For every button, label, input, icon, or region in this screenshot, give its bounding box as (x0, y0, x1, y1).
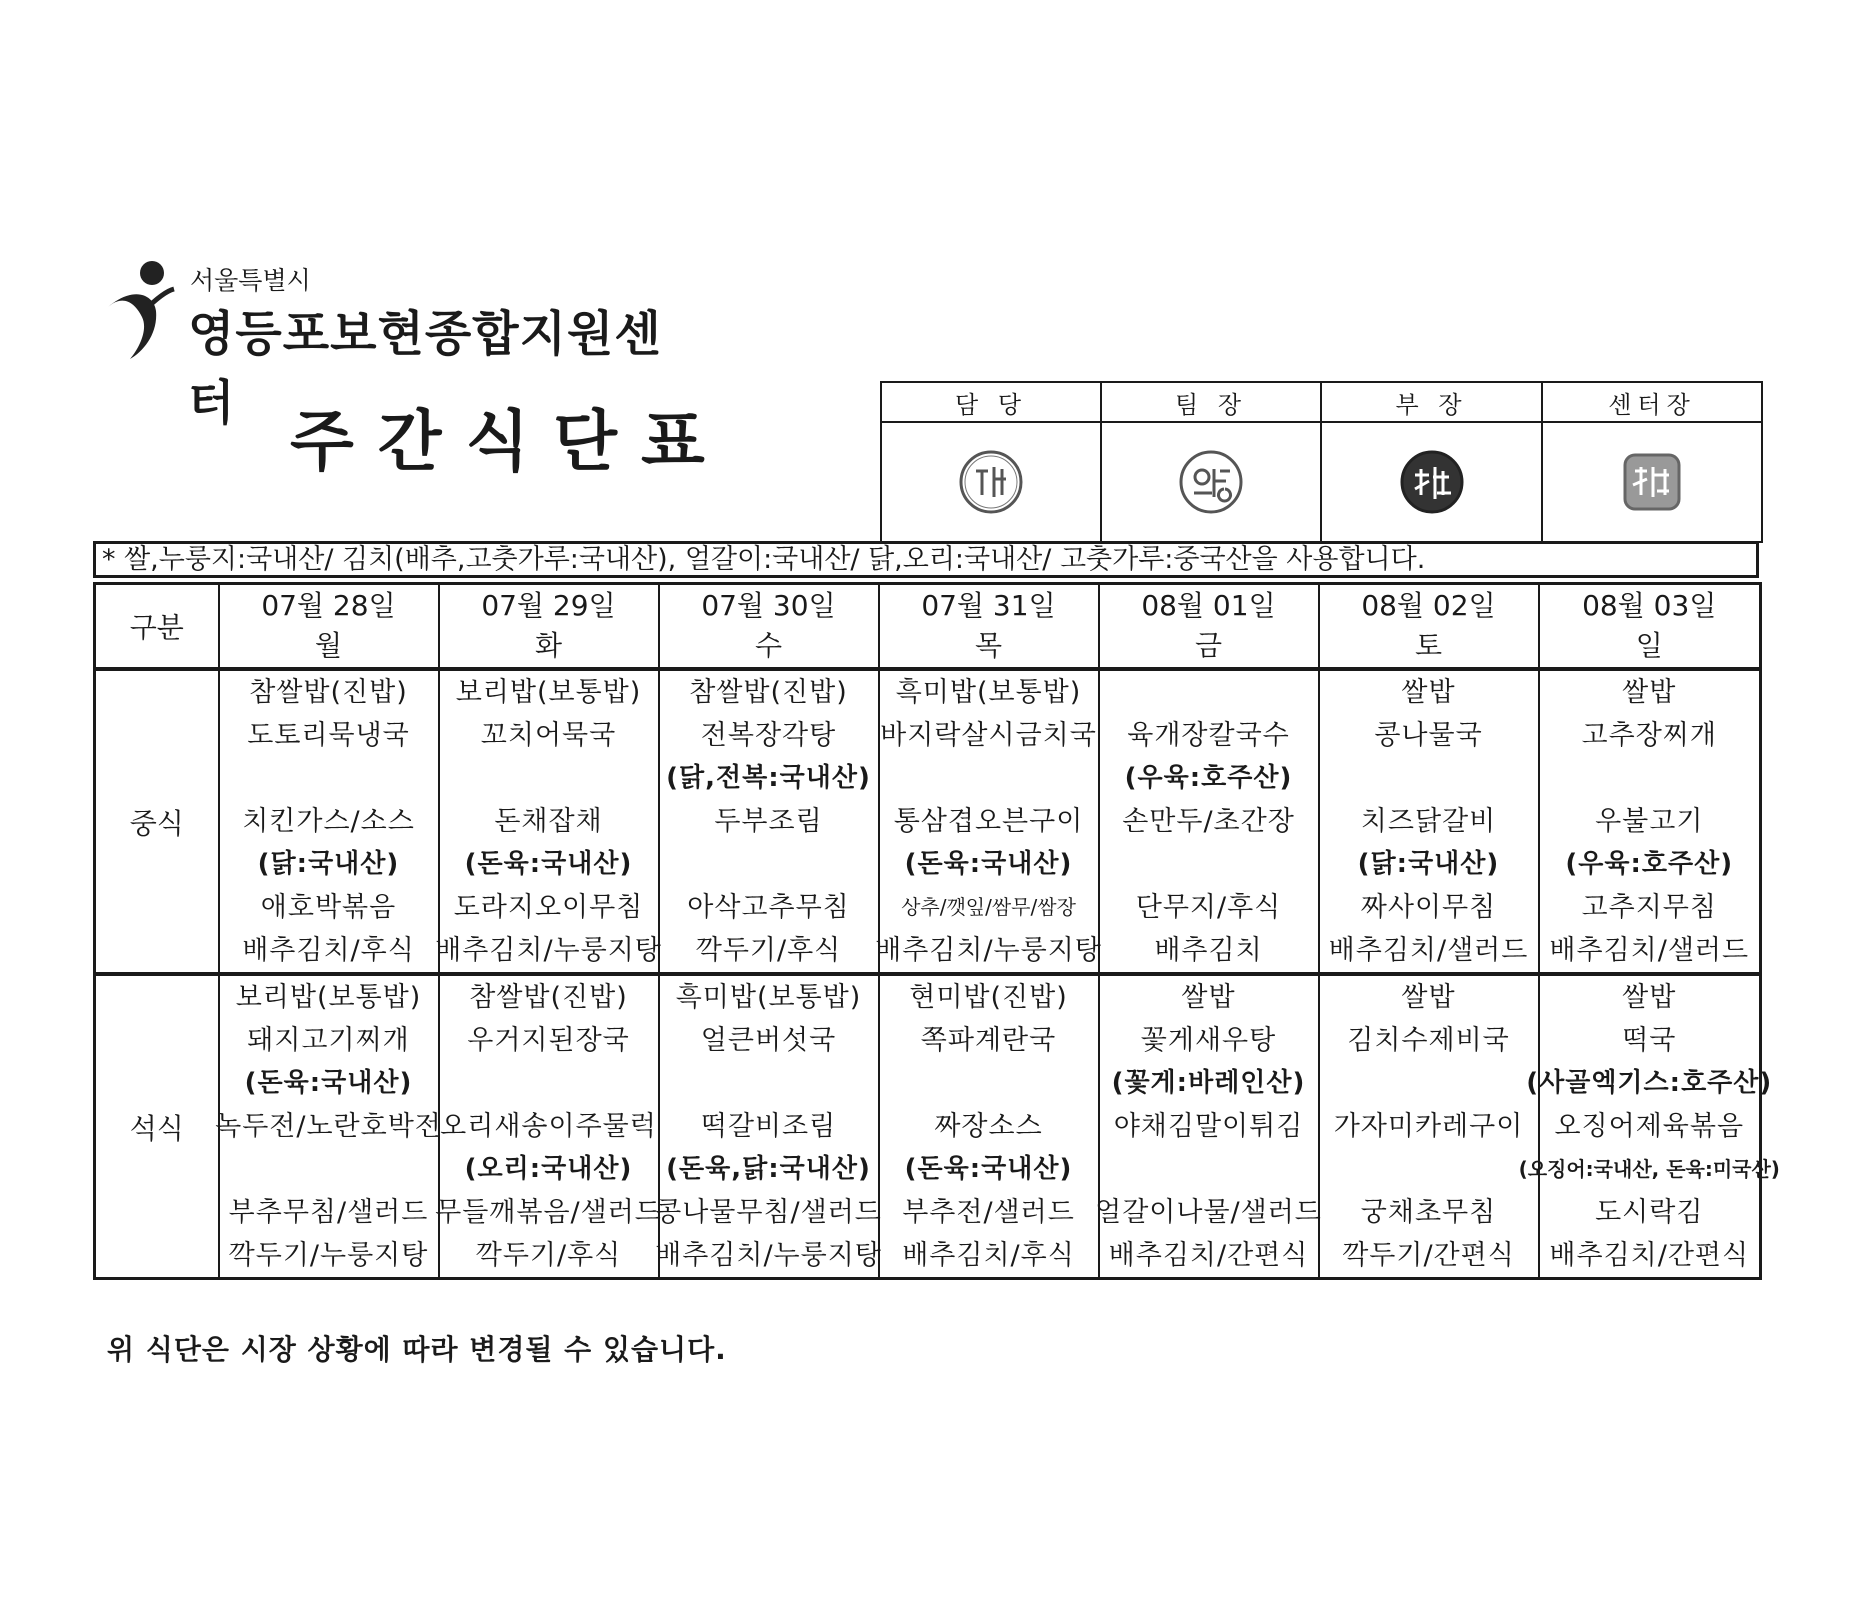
menu-item-list (220, 671, 438, 972)
page-title: 주간식단표 (290, 403, 729, 480)
dinner-cell (655, 974, 882, 1279)
origin-note: (오리:국내산) (464, 1154, 633, 1184)
origin-note: (사골엑기스:호주산) (1526, 1068, 1773, 1098)
menu-item: 배추김치/간편식 (1549, 1240, 1750, 1271)
menu-item: 얼갈이나물/샐러드 (1095, 1197, 1322, 1228)
menu-item: 꼬치어묵국 (480, 720, 617, 751)
origin-note: (우육:호주산) (1565, 849, 1734, 879)
origin-note: (닭:국내산) (1357, 849, 1500, 879)
menu-item: 배추김치/누룽지탕 (435, 935, 662, 966)
menu-item-list (435, 671, 662, 972)
menu-item: 부추무침/샐러드 (228, 1197, 429, 1228)
menu-item-list (660, 671, 878, 972)
day-date: 07월 28일 (261, 589, 396, 622)
day-header-thu (879, 584, 1099, 670)
menu-item: 돼지고기찌개 (247, 1025, 410, 1056)
menu-item-list (875, 671, 1102, 972)
menu-item: 우불고기 (1595, 806, 1704, 837)
menu-item-list (1540, 671, 1760, 972)
menu-item: 짜장소스 (934, 1111, 1043, 1142)
day-weekday: 월 (314, 629, 343, 662)
origin-note: (닭:국내산) (257, 849, 400, 879)
menu-item: 배추김치/누룽지탕 (655, 1240, 882, 1271)
approval-label-director: 센터장 (1542, 382, 1762, 422)
seal-stamp-icon (958, 449, 1024, 515)
menu-item-list (215, 976, 442, 1277)
menu-item: 전복장각탕 (700, 720, 837, 751)
seal-stamp-icon (1399, 449, 1465, 515)
menu-item: 콩나물무침/샐러드 (655, 1197, 882, 1228)
day-date: 08월 01일 (1141, 589, 1276, 622)
footer-note: 위 식단은 시장 상황에 따라 변경될 수 있습니다. (107, 1333, 727, 1366)
day-weekday: 금 (1194, 629, 1223, 662)
menu-item: 콩나물국 (1374, 720, 1483, 751)
dinner-cell (1518, 974, 1780, 1279)
weekly-menu-table (93, 582, 1780, 1280)
menu-item: 우거지된장국 (467, 1025, 630, 1056)
org-name: 영등포보현종합지원센터 (188, 306, 662, 431)
approval-label-staff: 담 당 (881, 382, 1101, 422)
meal-label-dinner: 석식 (95, 974, 219, 1279)
menu-item: 배추김치/누룽지탕 (875, 935, 1102, 966)
menu-item: 통삼겹오븐구이 (893, 806, 1084, 837)
approval-label-dept-head: 부 장 (1321, 382, 1542, 422)
menu-item: 가자미카레구이 (1333, 1111, 1524, 1142)
day-header-sun (1539, 584, 1761, 670)
menu-item: 도토리묵냉국 (247, 720, 410, 751)
menu-item-list (1320, 671, 1538, 972)
menu-item-list (1100, 671, 1318, 972)
menu-item: 도시락김 (1595, 1197, 1704, 1228)
menu-item: 꽃게새우탕 (1140, 1025, 1277, 1056)
origin-note: (닭,전복:국내산) (666, 763, 871, 793)
menu-item: 깍두기/간편식 (1342, 1240, 1515, 1271)
day-header-sat (1319, 584, 1539, 670)
menu-item: 쌀밥 (1401, 677, 1456, 708)
menu-item: 치즈닭갈비 (1360, 806, 1497, 837)
day-weekday: 토 (1414, 629, 1443, 662)
menu-item: 상추/깻잎/쌈무/쌈장 (901, 895, 1076, 919)
dinner-cell (1319, 974, 1539, 1279)
menu-item: 배추김치/간편식 (1108, 1240, 1309, 1271)
menu-item: 쌀밥 (1181, 982, 1236, 1013)
seal-stamp-icon (1619, 449, 1685, 515)
origin-note: (돈육,닭:국내산) (666, 1154, 871, 1184)
menu-item: 떡갈비조림 (700, 1111, 837, 1142)
menu-item: 야채김말이튀김 (1113, 1111, 1304, 1142)
lunch-cell (1099, 669, 1319, 974)
menu-item: 깍두기/누룽지탕 (228, 1240, 429, 1271)
menu-item: 김치수제비국 (1347, 1025, 1510, 1056)
lunch-cell (1539, 669, 1761, 974)
approval-label-team-lead: 팀 장 (1101, 382, 1321, 422)
dinner-cell (879, 974, 1099, 1279)
menu-item: 부추전/샐러드 (902, 1197, 1075, 1228)
org-logo (100, 255, 680, 431)
menu-item-list (655, 976, 882, 1277)
menu-item: 두부조림 (714, 806, 823, 837)
menu-item: 육개장칼국수 (1127, 720, 1290, 751)
menu-item: 쌀밥 (1622, 982, 1677, 1013)
menu-item: 흑미밥(보통밥) (675, 982, 862, 1013)
day-date: 07월 30일 (701, 589, 836, 622)
menu-item: 깍두기/후식 (475, 1240, 622, 1271)
lunch-cell (875, 669, 1102, 974)
meal-label-lunch: 중식 (95, 669, 219, 974)
menu-item: 치킨가스/소스 (242, 806, 415, 837)
lunch-cell (219, 669, 439, 974)
menu-item: 쪽파계란국 (920, 1025, 1057, 1056)
day-header-wed (659, 584, 879, 670)
dinner-cell (1095, 974, 1322, 1279)
menu-item: 오징어제육볶음 (1554, 1111, 1745, 1142)
menu-item: 애호박볶음 (260, 892, 397, 923)
menu-item: 깍두기/후식 (695, 935, 842, 966)
day-weekday: 목 (974, 629, 1003, 662)
origin-note: (돈육:국내산) (464, 849, 633, 879)
menu-item: 참쌀밥(진밥) (249, 677, 408, 708)
menu-item: 쌀밥 (1401, 982, 1456, 1013)
menu-item: 배추김치/샐러드 (1549, 935, 1750, 966)
menu-item: 짜사이무침 (1360, 892, 1497, 923)
menu-item: 흑미밥(보통밥) (895, 677, 1082, 708)
menu-item: 배추김치/샐러드 (1328, 935, 1529, 966)
seal-stamp-icon (1178, 449, 1244, 515)
origin-note: (오징어:국내산, 돈육:미국산) (1518, 1157, 1780, 1181)
menu-item: 돈채잡채 (494, 806, 603, 837)
menu-item-list (880, 976, 1098, 1277)
menu-item: 보리밥(보통밥) (455, 677, 642, 708)
menu-item: 바지락살시금치국 (880, 720, 1097, 751)
menu-item-list (1320, 976, 1538, 1277)
day-weekday: 화 (534, 629, 563, 662)
menu-item: 배추김치/후식 (242, 935, 415, 966)
lunch-row (95, 669, 1761, 974)
approval-stamp-cell-director (1542, 422, 1762, 542)
menu-item: 단무지/후식 (1135, 892, 1282, 923)
menu-item: 현미밥(진밥) (909, 982, 1068, 1013)
menu-item: 쌀밥 (1622, 677, 1677, 708)
menu-item: 고추장찌개 (1581, 720, 1717, 751)
origin-note: (돈육:국내산) (244, 1068, 413, 1098)
origin-note: (돈육:국내산) (904, 1154, 1073, 1184)
menu-item: 배추김치 (1154, 935, 1263, 966)
lunch-cell (1319, 669, 1539, 974)
day-weekday: 일 (1635, 629, 1663, 662)
lunch-cell (659, 669, 879, 974)
day-header-fri (1099, 584, 1319, 670)
origin-note: (우육:호주산) (1124, 763, 1293, 793)
menu-item: 아삭고추무침 (687, 892, 850, 923)
menu-item: 얼큰버섯국 (700, 1025, 837, 1056)
menu-item: 배추김치/후식 (902, 1240, 1075, 1271)
day-date: 07월 31일 (921, 589, 1056, 622)
menu-item: 오리새송이주물럭 (440, 1111, 657, 1142)
menu-item-list (435, 976, 662, 1277)
menu-item: 보리밥(보통밥) (235, 982, 422, 1013)
menu-item: 떡국 (1622, 1025, 1677, 1056)
day-date: 08월 03일 (1582, 589, 1717, 622)
day-weekday: 수 (754, 629, 783, 662)
ingredient-origin-notice: * 쌀,누룽지:국내산/ 김치(배추,고춧가루:국내산), 얼갈이:국내산/ 닭,오리:국내산/ 고춧가루:중국산을 사용합니다. (93, 541, 1759, 578)
menu-item: 손만두/초간장 (1122, 806, 1295, 837)
origin-note: (꽃게:바레인산) (1111, 1068, 1306, 1098)
menu-item: 궁채초무침 (1360, 1197, 1497, 1228)
menu-item-list (1095, 976, 1322, 1277)
day-date: 07월 29일 (481, 589, 616, 622)
menu-item-list (1518, 976, 1780, 1277)
day-header-mon (219, 584, 439, 670)
menu-item: 참쌀밥(진밥) (469, 982, 628, 1013)
menu-item: 녹두전/노란호박전 (215, 1111, 442, 1142)
origin-note: (돈육:국내산) (904, 849, 1073, 879)
dinner-row (95, 974, 1761, 1279)
approval-box (880, 381, 1763, 543)
menu-header-row (95, 584, 1761, 670)
menu-item: 도라지오이무침 (453, 892, 644, 923)
dinner-cell (215, 974, 442, 1279)
header-label: 구분 (95, 584, 219, 670)
dinner-cell (435, 974, 662, 1279)
menu-item: 참쌀밥(진밥) (689, 677, 848, 708)
approval-stamp-cell-staff (881, 422, 1101, 542)
day-date: 08월 02일 (1361, 589, 1496, 622)
org-sub-name: 서울특별시 (190, 266, 311, 295)
lunch-cell (435, 669, 662, 974)
approval-stamp-cell-dept-head (1321, 422, 1542, 542)
menu-item: 무들깨볶음/샐러드 (435, 1197, 662, 1228)
org-logo-mark-icon (100, 255, 180, 365)
menu-item: 고추지무침 (1581, 892, 1717, 923)
day-header-tue (439, 584, 659, 670)
approval-stamp-cell-team-lead (1101, 422, 1321, 542)
